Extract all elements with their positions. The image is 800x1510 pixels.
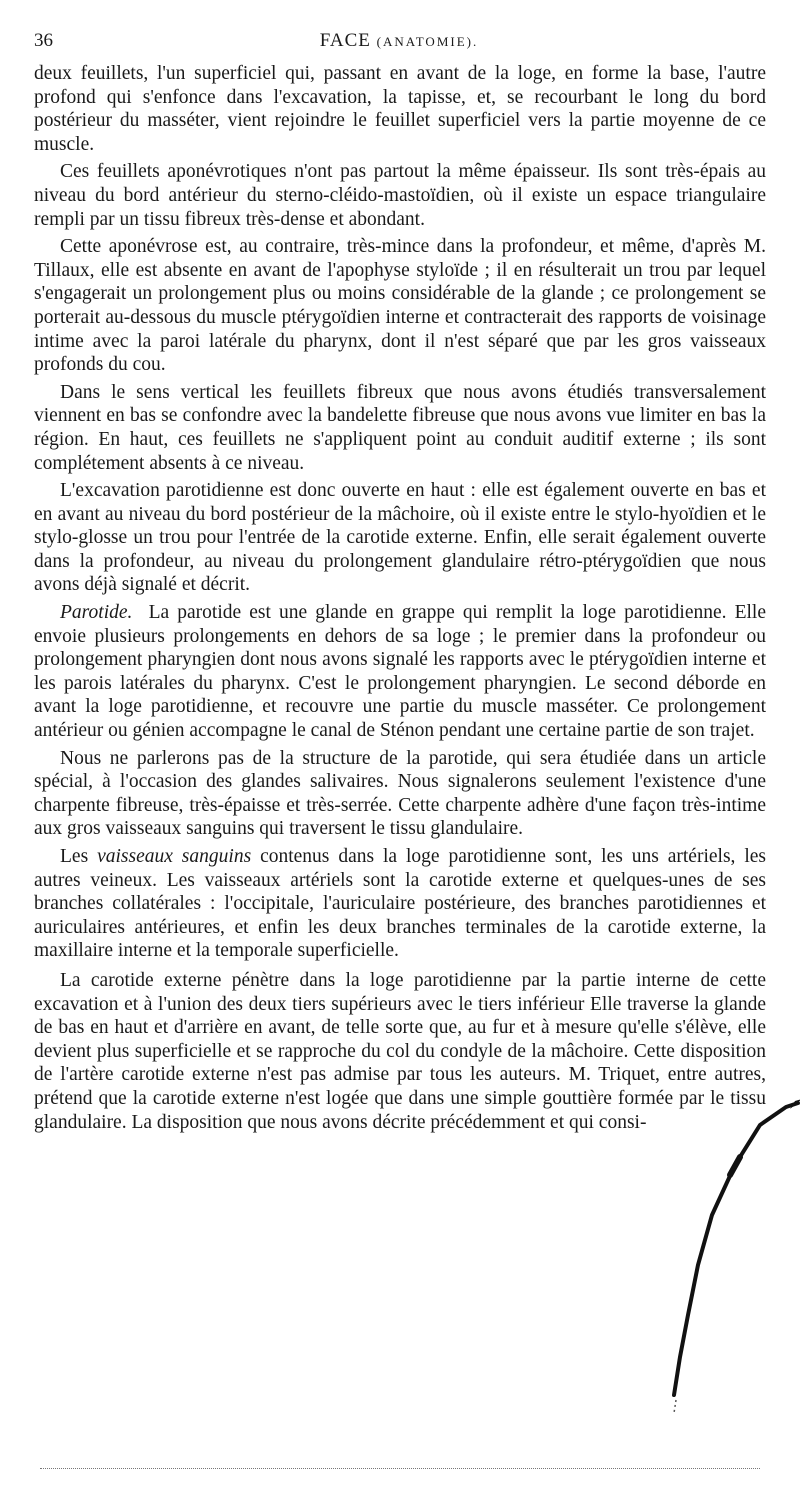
page-number: 36 — [34, 30, 53, 51]
vaisseaux-text: contenus dans la loge parotidienne sont, les uns artériels, les autres veineux. Les vaisseaux artériels sont la carotide externe et quelques-unes de ses branches collatérales : l'occipitale, l'auriculaire postérieure, des branches parotidiennes et auriculaires antérieures, et enfin les deux branches terminales de la carotide externe, la maxillaire interne et la temporale superficielle. — [34, 846, 766, 962]
paragraph-vaisseaux — [34, 845, 766, 963]
body-text — [34, 62, 766, 1138]
running-title — [34, 30, 764, 52]
paragraph-aponevrose: Cette aponévrose est, au contraire, très-mince dans la profondeur, et même, d'après M. Tillaux, elle est absente en avant de l'apophyse styloïde ; il en résulterait un trou par lequel s'engagerait un prolongement plus ou moins considérable de la glande ; ce prolongement se porterait au-dessous du muscle ptérygoïdien interne et contracterait des rapports de voisinage intime avec la paroi latérale du pharynx, dont il n'est séparé que par les gros vaisseaux profonds du cou. — [34, 236, 766, 376]
paragraph-carotide: La carotide externe pénètre dans la loge parotidienne par la partie interne de cette excavation et à l'union des deux tiers supérieurs avec le tiers inférieur Elle traverse la glande de bas en haut et d'arrière en avant, de telle sorte que, au fur et à mesure qu'elle s'élève, elle devient plus superficielle et se rapproche du col du condyle de la mâchoire. Cette disposition de l'artère carotide externe n'est pas admise par tous les auteurs. M. Triquet, entre autres, prétend que la carotide externe n'est logée que dans une simple gouttière formée par le tissu glandulaire. La disposition que nous avons décrite précédemment et qui consi- — [34, 969, 766, 1133]
paragraph-epaisseur: Ces feuillets aponévrotiques n'ont pas partout la même épaisseur. Ils sont très-épais au niveau du bord antérieur du sterno-cléido-mastoïdien, où il existe un espace triangulaire rempli par un tissu fibreux très-dense et abondant. — [34, 161, 766, 230]
section-label-vaisseaux: vaisseaux sanguins — [97, 846, 252, 867]
section-label-parotide: Parotide. — [60, 602, 133, 624]
paragraph-structure: Nous ne parlerons pas de la structure de la parotide, qui sera étudiée dans un article spécial, à l'occasion des glandes salivaires. Nous signalerons seulement l'existence d'une charpente fibreuse, très-épaisse et très-serrée. Cette charpente adhère d'une façon très-intime aux gros vaisseaux sanguins qui traversent le tissu glandulaire. — [34, 747, 766, 840]
running-title-main: FACE — [319, 30, 371, 51]
bottom-edge-artifacts — [40, 1468, 760, 1471]
pencil-stroke-icon — [674, 1103, 798, 1395]
page-header — [34, 30, 764, 56]
pencil-stroke-mark — [590, 1095, 800, 1415]
running-title-subtitle: (ANATOMIE). — [376, 34, 479, 49]
vaisseaux-lead: Les — [60, 846, 89, 867]
paragraph-parotide — [34, 601, 766, 743]
parotide-text: La parotide est une glande en grappe qui remplit la loge parotidienne. Elle envoie plusieurs prolongements en dehors de sa loge ; le premier dans la profondeur ou prolongement pharyngien dont nous avons signalé les rapports avec le ptérygoïdien interne et les parois latérales du pharynx. C'est le prolongement pharyngien. Le second déborde en avant la loge parotidienne, et recouvre une partie du muscle masséter. Ce prolongement antérieur ou génien accompagne le canal de Sténon pendant une certaine partie de son trajet. — [34, 602, 766, 742]
paragraph-sens-vertical: Dans le sens vertical les feuillets fibreux que nous avons étudiés transversalement viennent en bas se confondre avec la bandelette fibreuse que nous avons vue limiter en bas la région. En haut, ces feuillets ne s'appliquent point au conduit auditif externe ; ils sont complétement absents à ce niveau. — [34, 381, 766, 474]
paragraph-continuation: deux feuillets, l'un superficiel qui, passant en avant de la loge, en forme la base, l'autre profond qui s'enfonce dans l'excavation, la tapisse, et, se recourbant le long du bord postérieur du masséter, vient rejoindre le feuillet superficiel vers la partie moyenne de ce muscle. — [34, 63, 766, 155]
paragraph-excavation: L'excavation parotidienne est donc ouverte en haut : elle est également ouverte en bas et en avant au niveau du bord postérieur de la mâchoire, où il existe entre le stylo-hyoïdien et le stylo-glosse un trou pour l'entrée de la carotide externe. Enfin, elle serait également ouverte dans la profondeur, au niveau du prolongement glandulaire rétro-ptérygoïdien que nous avons déjà signalé et décrit. — [34, 480, 766, 596]
